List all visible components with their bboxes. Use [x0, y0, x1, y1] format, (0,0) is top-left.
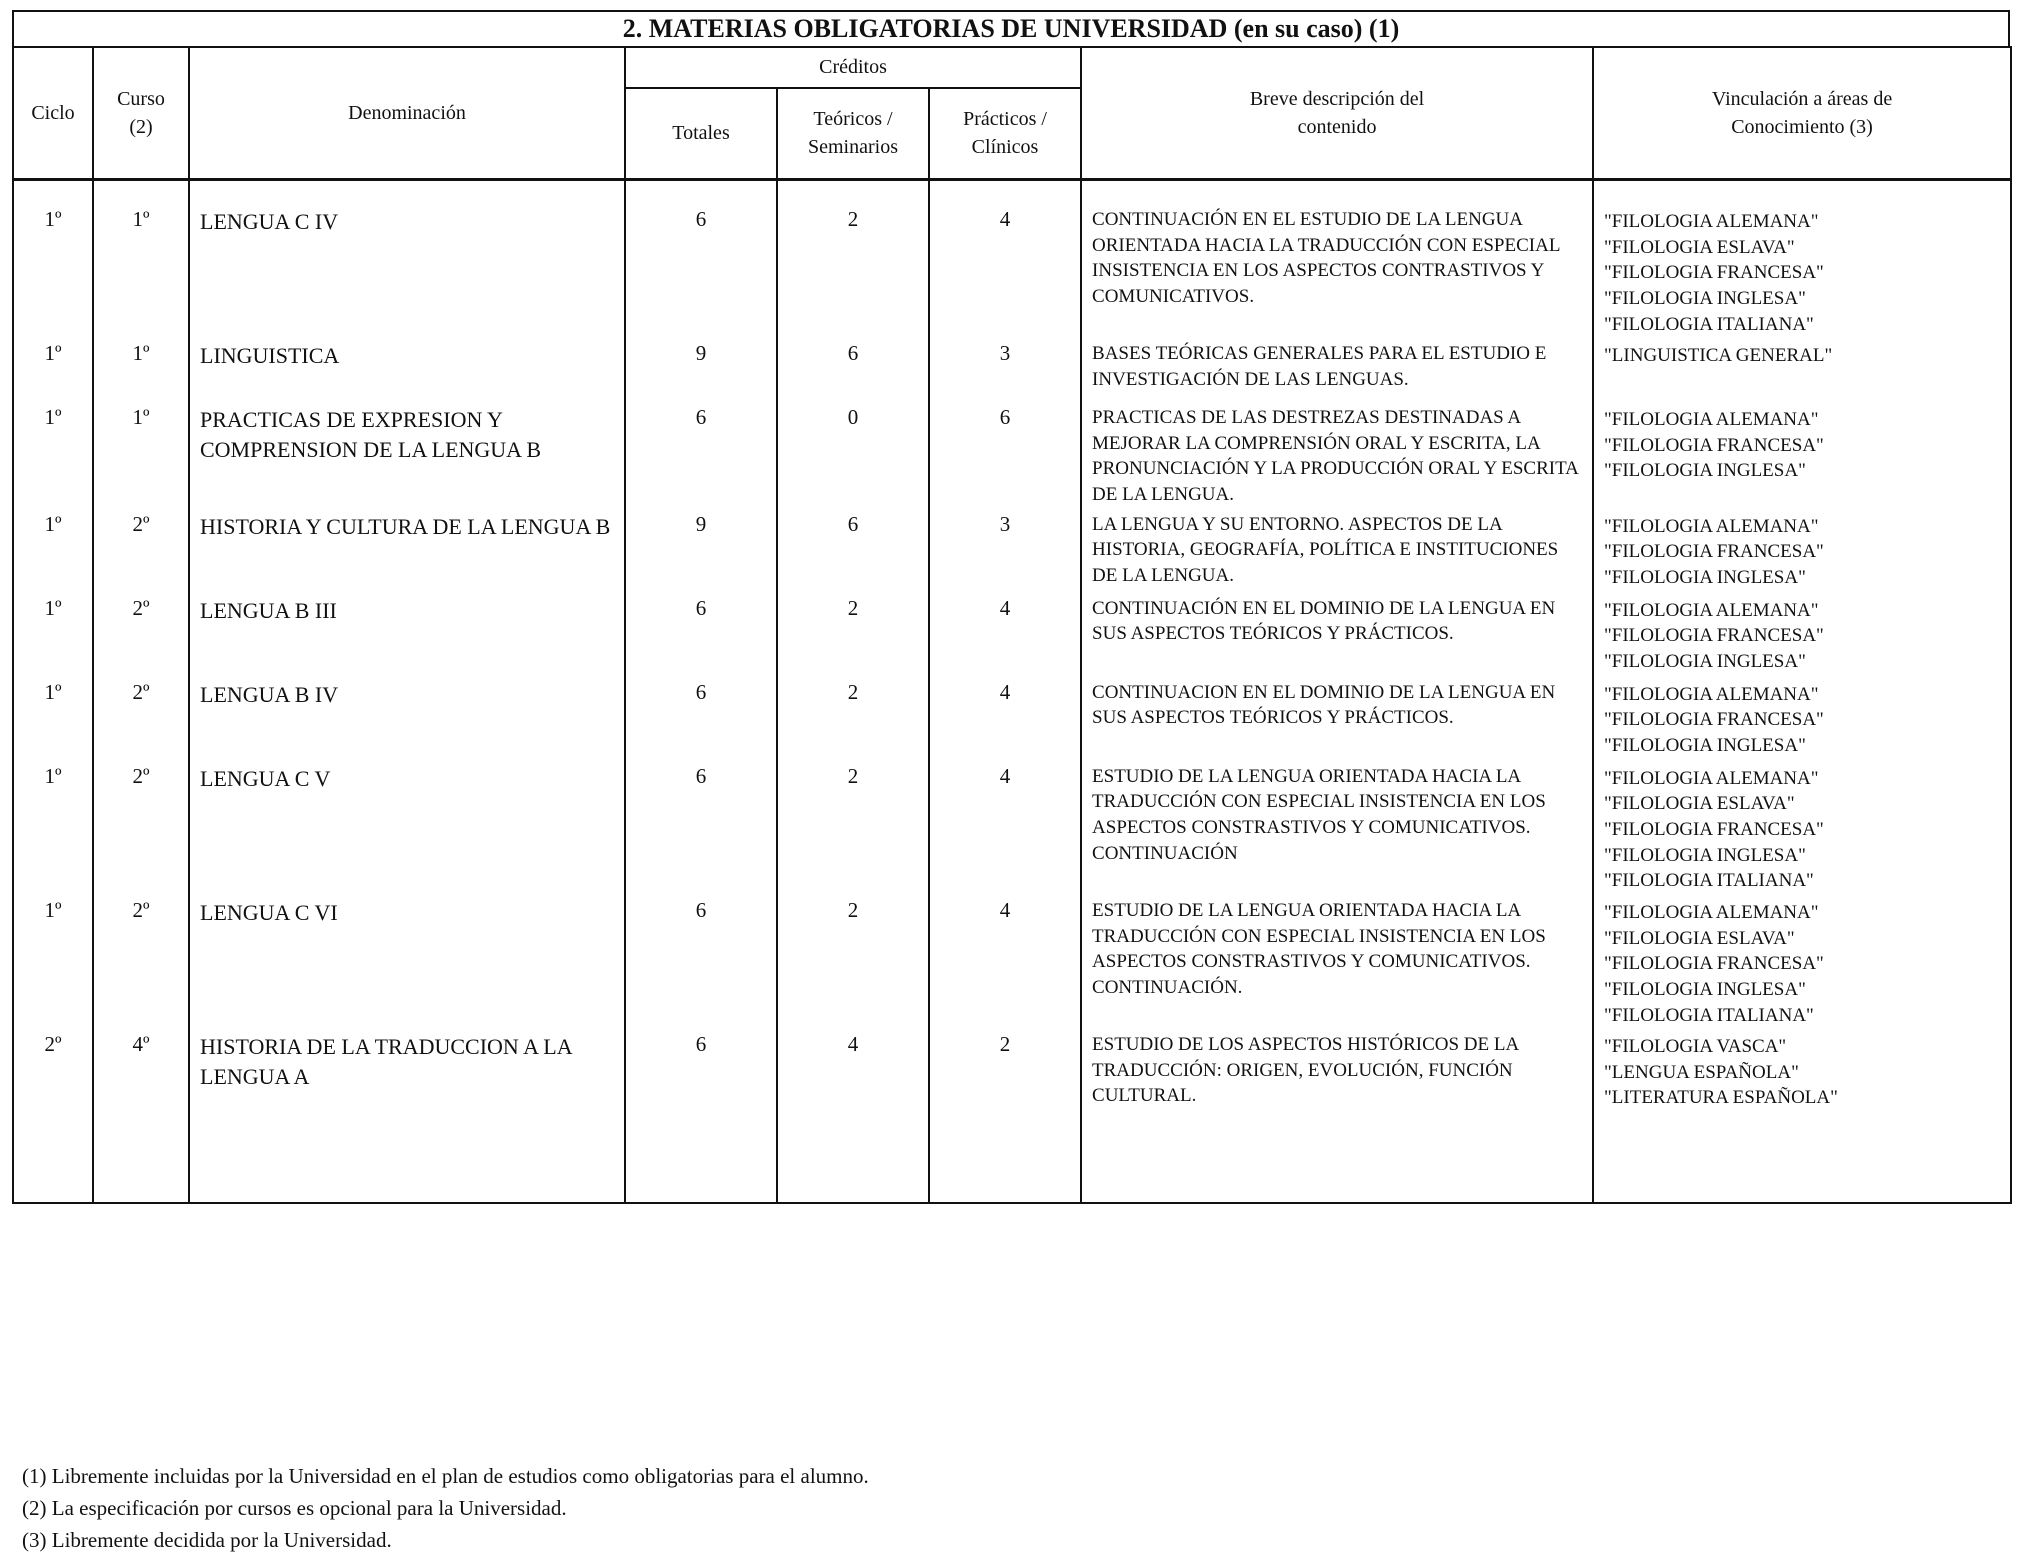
area-item: "FILOLOGIA ALEMANA"	[1604, 683, 1819, 705]
cell-ciclo: 1º	[13, 592, 93, 676]
cell-descripcion: ESTUDIO DE LA LENGUA ORIENTADA HACIA LA TRADUCCIÓN CON ESPECIAL INSISTENCIA EN LOS ASPECTOS CONSTRASTIVOS Y COMUNICATIVOS. CONTINUACIÓN	[1081, 760, 1593, 894]
area-item: "FILOLOGIA INGLESA"	[1604, 567, 1806, 589]
cell-ciclo: 1º	[13, 508, 93, 592]
area-item: "FILOLOGIA ITALIANA"	[1604, 313, 1814, 335]
area-item: "FILOLOGIA FRANCESA"	[1604, 953, 1824, 975]
cell-curso: 2º	[93, 592, 189, 676]
cell-descripcion: ESTUDIO DE LA LENGUA ORIENTADA HACIA LA TRADUCCIÓN CON ESPECIAL INSISTENCIA EN LOS ASPECTOS CONSTRASTIVOS Y COMUNICATIVOS. CONTINUACIÓN.	[1081, 894, 1593, 1028]
cell-descripcion: ESTUDIO DE LOS ASPECTOS HISTÓRICOS DE LA TRADUCCIÓN: ORIGEN, EVOLUCIÓN, FUNCIÓN CULTURAL.	[1081, 1028, 1593, 1203]
cell-descripcion: BASES TEÓRICAS GENERALES PARA EL ESTUDIO E INVESTIGACIÓN DE LAS LENGUAS.	[1081, 337, 1593, 401]
cell-totales: 9	[625, 337, 777, 401]
cell-curso: 2º	[93, 760, 189, 894]
table-row	[13, 1028, 2011, 1203]
footnote-3: (3) Libremente decidida por la Universidad.	[22, 1528, 392, 1552]
cell-curso: 4º	[93, 1028, 189, 1203]
cell-ciclo: 1º	[13, 760, 93, 894]
cell-denominacion: LENGUA B IV	[189, 676, 625, 760]
cell-vinculacion	[1593, 508, 2011, 592]
area-item: "FILOLOGIA FRANCESA"	[1604, 709, 1824, 731]
table-row	[13, 592, 2011, 676]
area-item: "FILOLOGIA ESLAVA"	[1604, 236, 1795, 258]
header-ciclo: Ciclo	[13, 47, 93, 180]
area-item: "LITERATURA ESPAÑOLA"	[1604, 1087, 1838, 1109]
table-row	[13, 760, 2011, 894]
area-item: "FILOLOGIA VASCA"	[1604, 1036, 1787, 1058]
cell-practicos: 2	[929, 1028, 1081, 1203]
area-item: "FILOLOGIA FRANCESA"	[1604, 819, 1824, 841]
cell-totales: 6	[625, 203, 777, 337]
cell-ciclo: 1º	[13, 337, 93, 401]
cell-practicos: 3	[929, 337, 1081, 401]
cell-denominacion: LINGUISTICA	[189, 337, 625, 401]
cell-vinculacion	[1593, 337, 2011, 401]
page-title: 2. MATERIAS OBLIGATORIAS DE UNIVERSIDAD (en su caso) (1)	[12, 10, 2010, 46]
cell-ciclo: 2º	[13, 1028, 93, 1203]
area-item: "FILOLOGIA ALEMANA"	[1604, 599, 1819, 621]
header-vinculacion: Vinculación a áreas de Conocimiento (3)	[1593, 47, 2011, 180]
cell-totales: 6	[625, 676, 777, 760]
area-item: "FILOLOGIA INGLESA"	[1604, 460, 1806, 482]
area-item: "FILOLOGIA ALEMANA"	[1604, 767, 1819, 789]
area-item: "LENGUA ESPAÑOLA"	[1604, 1061, 1799, 1083]
cell-practicos: 4	[929, 676, 1081, 760]
cell-teoricos: 4	[777, 1028, 929, 1203]
document-sheet	[12, 10, 2010, 1204]
cell-teoricos: 0	[777, 401, 929, 508]
area-item: "FILOLOGIA ESLAVA"	[1604, 793, 1795, 815]
cell-curso: 1º	[93, 203, 189, 337]
area-item: "FILOLOGIA ALEMANA"	[1604, 515, 1819, 537]
header-creditos: Créditos	[625, 47, 1081, 88]
area-item: "FILOLOGIA ITALIANA"	[1604, 1004, 1814, 1026]
footnote-1: (1) Libremente incluidas por la Universidad en el plan de estudios como obligatorias para el alumno.	[22, 1464, 869, 1488]
cell-totales: 6	[625, 760, 777, 894]
area-item: "FILOLOGIA FRANCESA"	[1604, 625, 1824, 647]
table-row	[13, 401, 2011, 508]
cell-curso: 2º	[93, 508, 189, 592]
cell-practicos: 4	[929, 203, 1081, 337]
cell-curso: 2º	[93, 676, 189, 760]
area-item: "FILOLOGIA INGLESA"	[1604, 651, 1806, 673]
cell-teoricos: 2	[777, 760, 929, 894]
area-item: "LINGUISTICA GENERAL"	[1604, 345, 1833, 367]
header-teoricos: Teóricos / Seminarios	[777, 88, 929, 180]
cell-descripcion: CONTINUACIÓN EN EL DOMINIO DE LA LENGUA EN SUS ASPECTOS TEÓRICOS Y PRÁCTICOS.	[1081, 592, 1593, 676]
cell-descripcion: CONTINUACIÓN EN EL ESTUDIO DE LA LENGUA ORIENTADA HACIA LA TRADUCCIÓN CON ESPECIAL INSISTENCIA EN LOS ASPECTOS CONTRASTIVOS Y COMUNICATIVOS.	[1081, 203, 1593, 337]
cell-curso: 1º	[93, 337, 189, 401]
cell-teoricos: 2	[777, 203, 929, 337]
cell-ciclo: 1º	[13, 203, 93, 337]
area-item: "FILOLOGIA ITALIANA"	[1604, 870, 1814, 892]
cell-descripcion: LA LENGUA Y SU ENTORNO. ASPECTOS DE LA HISTORIA, GEOGRAFÍA, POLÍTICA E INSTITUCIONES DE LA LENGUA.	[1081, 508, 1593, 592]
table-row	[13, 203, 2011, 337]
area-item: "FILOLOGIA ALEMANA"	[1604, 409, 1819, 431]
area-item: "FILOLOGIA INGLESA"	[1604, 287, 1806, 309]
cell-vinculacion	[1593, 592, 2011, 676]
area-item: "FILOLOGIA INGLESA"	[1604, 978, 1806, 1000]
cell-ciclo: 1º	[13, 401, 93, 508]
header-curso: Curso (2)	[93, 47, 189, 180]
cell-denominacion: LENGUA B III	[189, 592, 625, 676]
table-row	[13, 894, 2011, 1028]
cell-vinculacion	[1593, 676, 2011, 760]
cell-denominacion: LENGUA C VI	[189, 894, 625, 1028]
cell-totales: 6	[625, 1028, 777, 1203]
cell-ciclo: 1º	[13, 894, 93, 1028]
cell-vinculacion	[1593, 203, 2011, 337]
cell-practicos: 6	[929, 401, 1081, 508]
cell-curso: 2º	[93, 894, 189, 1028]
cell-denominacion: HISTORIA DE LA TRADUCCION A LA LENGUA A	[189, 1028, 625, 1203]
cell-practicos: 4	[929, 760, 1081, 894]
area-item: "FILOLOGIA ESLAVA"	[1604, 927, 1795, 949]
cell-practicos: 4	[929, 894, 1081, 1028]
area-item: "FILOLOGIA INGLESA"	[1604, 735, 1806, 757]
cell-vinculacion	[1593, 1028, 2011, 1203]
cell-denominacion: HISTORIA Y CULTURA DE LA LENGUA B	[189, 508, 625, 592]
area-item: "FILOLOGIA ALEMANA"	[1604, 211, 1819, 232]
footnote-2: (2) La especificación por cursos es opcional para la Universidad.	[22, 1496, 567, 1520]
cell-ciclo: 1º	[13, 676, 93, 760]
header-descripcion: Breve descripción del contenido	[1081, 47, 1593, 180]
cell-vinculacion	[1593, 401, 2011, 508]
area-item: "FILOLOGIA FRANCESA"	[1604, 541, 1824, 563]
cell-totales: 6	[625, 592, 777, 676]
cell-teoricos: 2	[777, 592, 929, 676]
table-row	[13, 508, 2011, 592]
area-item: "FILOLOGIA ALEMANA"	[1604, 901, 1819, 923]
cell-descripcion: CONTINUACION EN EL DOMINIO DE LA LENGUA EN SUS ASPECTOS TEÓRICOS Y PRÁCTICOS.	[1081, 676, 1593, 760]
table-body	[13, 180, 2011, 1204]
cell-descripcion: PRACTICAS DE LAS DESTREZAS DESTINADAS A MEJORAR LA COMPRENSIÓN ORAL Y ESCRITA, LA PRONUNCIACIÓN Y LA PRODUCCIÓN ORAL Y ESCRITA DE LA LENGUA.	[1081, 401, 1593, 508]
cell-teoricos: 6	[777, 508, 929, 592]
cell-totales: 6	[625, 401, 777, 508]
header-totales: Totales	[625, 88, 777, 180]
spacer-row	[13, 180, 2011, 204]
footnotes	[22, 1460, 869, 1556]
cell-denominacion: PRACTICAS DE EXPRESION Y COMPRENSION DE LA LENGUA B	[189, 401, 625, 508]
header-practicos: Prácticos / Clínicos	[929, 88, 1081, 180]
area-item: "FILOLOGIA FRANCESA"	[1604, 262, 1824, 284]
cell-curso: 1º	[93, 401, 189, 508]
cell-practicos: 3	[929, 508, 1081, 592]
cell-practicos: 4	[929, 592, 1081, 676]
cell-totales: 9	[625, 508, 777, 592]
area-item: "FILOLOGIA FRANCESA"	[1604, 434, 1824, 456]
table-row	[13, 676, 2011, 760]
subjects-table	[12, 46, 2012, 1204]
cell-totales: 6	[625, 894, 777, 1028]
cell-teoricos: 2	[777, 894, 929, 1028]
cell-denominacion: LENGUA C V	[189, 760, 625, 894]
cell-teoricos: 2	[777, 676, 929, 760]
cell-vinculacion	[1593, 760, 2011, 894]
header-denominacion: Denominación	[189, 47, 625, 180]
area-item: "FILOLOGIA INGLESA"	[1604, 844, 1806, 866]
cell-denominacion: LENGUA C IV	[189, 203, 625, 337]
table-row	[13, 337, 2011, 401]
cell-teoricos: 6	[777, 337, 929, 401]
cell-vinculacion	[1593, 894, 2011, 1028]
